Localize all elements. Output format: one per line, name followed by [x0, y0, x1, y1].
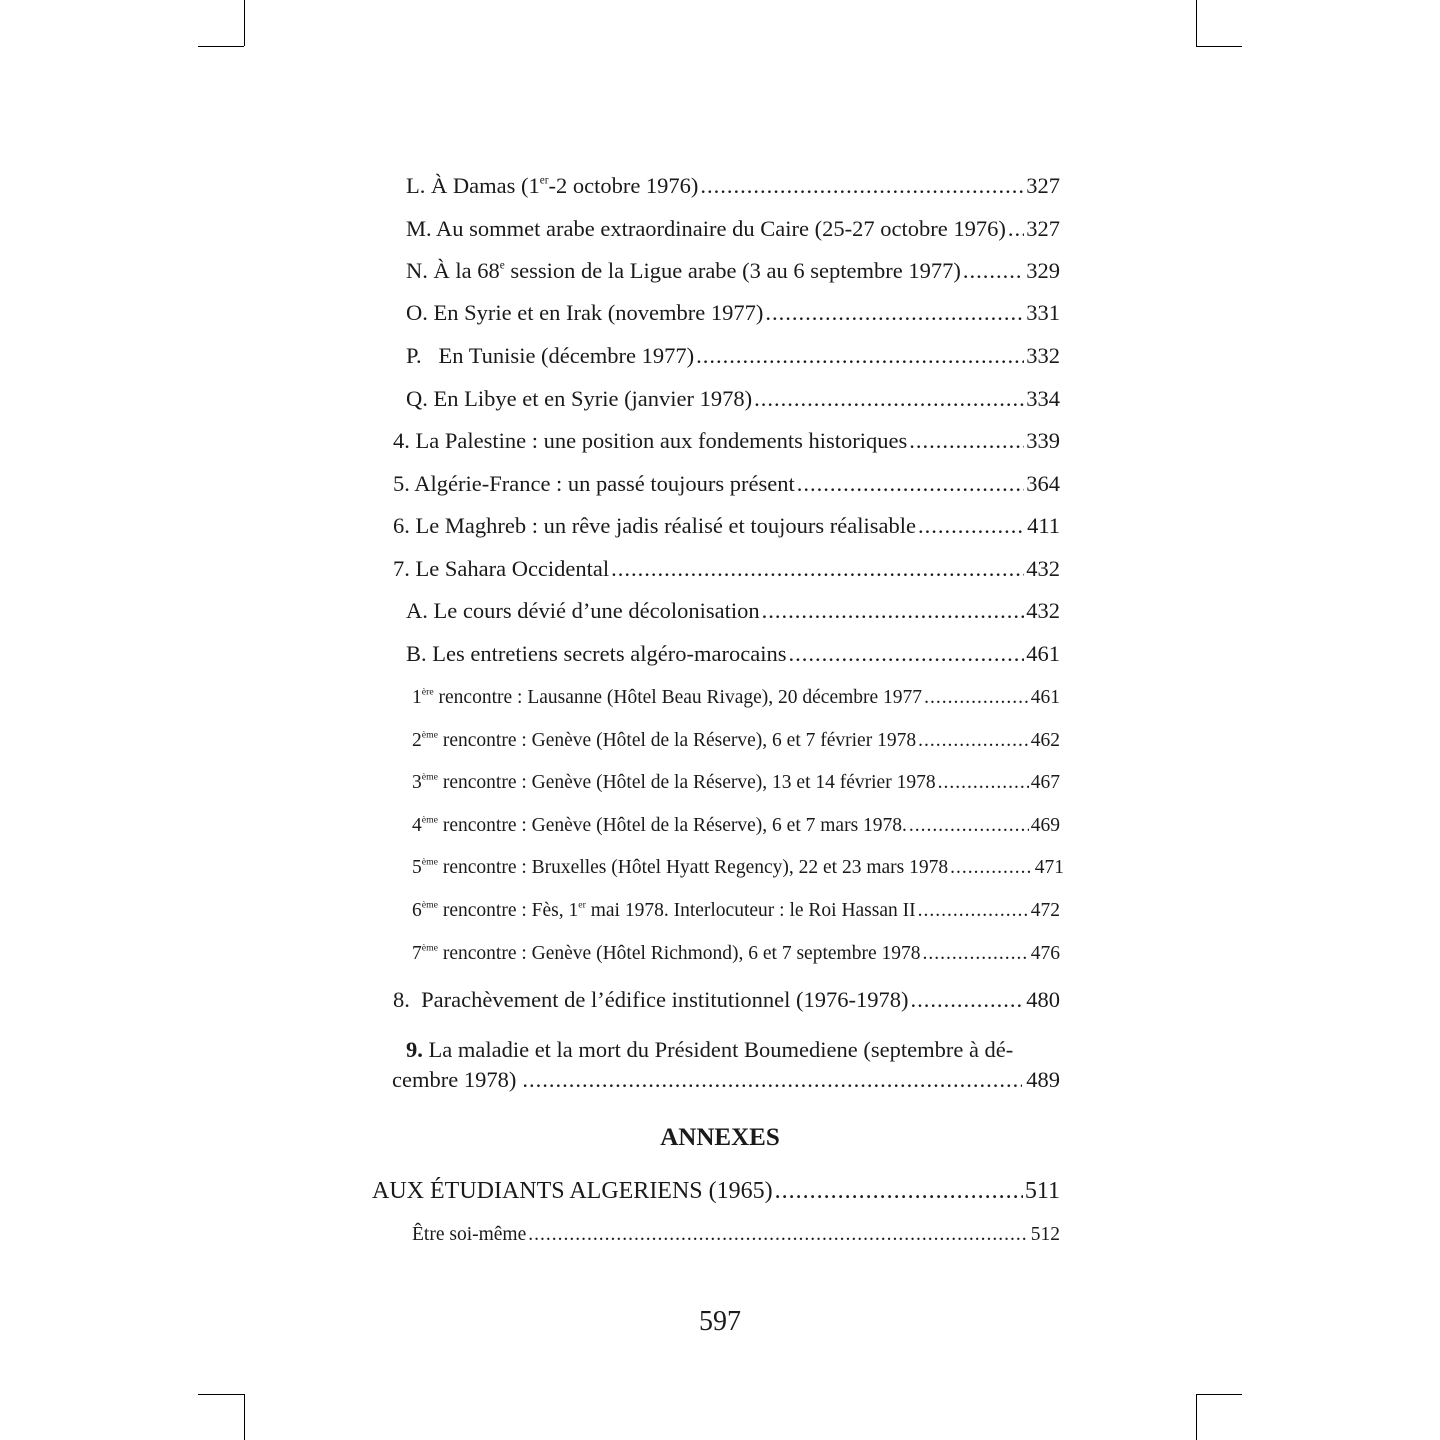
toc-entry[interactable]: 5ème rencontre : Bruxelles (Hôtel Hyatt Regency), 22 et 23 mars 1978 ..... 471 [412, 854, 1064, 882]
page-number: 597 [699, 1306, 741, 1337]
toc-page-number: 489 [1026, 1067, 1060, 1092]
leader-dots [797, 470, 1024, 498]
leader-dots [528, 1221, 1029, 1249]
toc-page-number: 462 [1030, 730, 1060, 751]
toc-page-number: 364 [1026, 471, 1060, 496]
leader-dots [938, 769, 1029, 797]
toc-page-number: 472 [1030, 900, 1060, 921]
toc-entry[interactable]: Q. En Libye et en Syrie (janvier 1978) ..... 334 [406, 385, 1060, 413]
leader-dots [700, 172, 1024, 200]
leader-dots [910, 986, 1024, 1014]
crop-mark-top-left-h [198, 46, 244, 47]
toc-page-number: 461 [1030, 687, 1060, 708]
leader-dots [909, 812, 1029, 840]
annex-entry[interactable]: Être soi-même ..... 512 [412, 1221, 1060, 1249]
leader-dots [924, 684, 1029, 712]
toc-entry[interactable]: 7. Le Sahara Occidental ..... 432 [393, 555, 1060, 583]
toc-page-number: 476 [1030, 943, 1060, 964]
leader-dots [963, 257, 1024, 285]
toc-entry[interactable]: N. À la 68e session de la Ligue arabe (3 au 6 septembre 1977) ..... 329 [406, 257, 1060, 285]
annex-entry[interactable]: AUX ÉTUDIANTS ALGERIENS (1965) ..... 511 [372, 1176, 1060, 1206]
crop-mark-bottom-right-v [1196, 1394, 1197, 1440]
toc-entry[interactable]: 5. Algérie-France : un passé toujours présent ..... 364 [393, 470, 1060, 498]
toc-page-number: 327 [1026, 173, 1060, 198]
leader-dots [754, 385, 1024, 413]
toc-entry[interactable]: 6. Le Maghreb : un rêve jadis réalisé et toujours réalisable ..... 411 [393, 512, 1060, 540]
toc-entry[interactable]: M. Au sommet arabe extraordinaire du Caire (25-27 octobre 1976) ..... 327 [406, 215, 1060, 243]
crop-mark-bottom-right-h [1196, 1394, 1242, 1395]
leader-dots [918, 512, 1025, 540]
leader-dots [922, 940, 1028, 968]
toc-entry[interactable]: 6ème rencontre : Fès, 1er mai 1978. Interlocuteur : le Roi Hassan II ..... 472 [412, 897, 1060, 925]
leader-dots [765, 299, 1024, 327]
toc-entry[interactable]: A. Le cours dévié d’une décolonisation ..... 432 [406, 597, 1060, 625]
toc-page-number: 334 [1026, 386, 1060, 411]
leader-dots [696, 342, 1024, 370]
toc-page-number: 411 [1027, 513, 1060, 538]
crop-mark-bottom-left-h [198, 1394, 244, 1395]
toc-page-number: 512 [1030, 1224, 1060, 1245]
toc-page-number: 469 [1030, 815, 1060, 836]
toc-page-number: 471 [1034, 857, 1064, 878]
toc-page-number: 432 [1026, 556, 1060, 581]
toc-entry[interactable]: 3ème rencontre : Genève (Hôtel de la Réserve), 13 et 14 février 1978 ..... 467 [412, 769, 1060, 797]
annexes-heading: ANNEXES [660, 1124, 780, 1151]
toc-page-number: 331 [1026, 300, 1060, 325]
toc-entry[interactable]: 7ème rencontre : Genève (Hôtel Richmond), 6 et 7 septembre 1978 ..... 476 [412, 940, 1060, 968]
toc-entry[interactable]: 1ère rencontre : Lausanne (Hôtel Beau Rivage), 20 décembre 1977 ..... 461 [412, 684, 1060, 712]
toc-page-number: 332 [1026, 343, 1060, 368]
toc-page-number: 329 [1026, 258, 1060, 283]
toc-entry[interactable]: 4ème rencontre : Genève (Hôtel de la Réserve), 6 et 7 mars 1978. ..... 469 [412, 812, 1060, 840]
leader-dots [909, 427, 1024, 455]
toc-entry[interactable]: P. En Tunisie (décembre 1977) ..... 332 [406, 342, 1060, 370]
toc-page-number: 432 [1026, 598, 1060, 623]
leader-dots [918, 727, 1029, 755]
toc-page-number: 480 [1026, 987, 1060, 1012]
crop-mark-bottom-left-v [244, 1394, 245, 1440]
leader-dots [1008, 215, 1024, 243]
toc-page-number: 511 [1024, 1178, 1060, 1204]
toc-page-number: 467 [1030, 772, 1060, 793]
toc-entry[interactable]: B. Les entretiens secrets algéro-marocains ..... 461 [406, 640, 1060, 668]
crop-mark-top-right-v [1196, 0, 1197, 46]
leader-dots [788, 640, 1024, 668]
toc-entry[interactable]: O. En Syrie et en Irak (novembre 1977) ..... 331 [406, 299, 1060, 327]
leader-dots [611, 555, 1024, 583]
leader-dots [775, 1176, 1023, 1206]
leader-dots [918, 897, 1029, 925]
toc-entry[interactable]: L. À Damas (1er-2 octobre 1976) ..... 327 [406, 172, 1060, 200]
leader-dots [522, 1065, 1022, 1095]
toc-entry[interactable]: 8. Parachèvement de l’édifice institutionnel (1976-1978) ..... 480 [393, 986, 1060, 1014]
toc-page-number: 461 [1026, 641, 1060, 666]
leader-dots [762, 597, 1025, 625]
crop-mark-top-left-v [244, 0, 245, 46]
toc-entry[interactable]: 4. La Palestine : une position aux fondements historiques ..... 339 [393, 427, 1060, 455]
toc-page-number: 327 [1026, 216, 1060, 241]
leader-dots [950, 854, 1033, 882]
toc-page-number: 339 [1026, 428, 1060, 453]
toc-entry[interactable]: 2ème rencontre : Genève (Hôtel de la Réserve), 6 et 7 février 1978 ..... 462 [412, 727, 1060, 755]
crop-mark-top-right-h [1196, 46, 1242, 47]
toc-entry-wrapped[interactable]: 9. La maladie et la mort du Président Boumediene (septembre à dé- cembre 1978) ..... 489 [392, 1035, 1060, 1095]
